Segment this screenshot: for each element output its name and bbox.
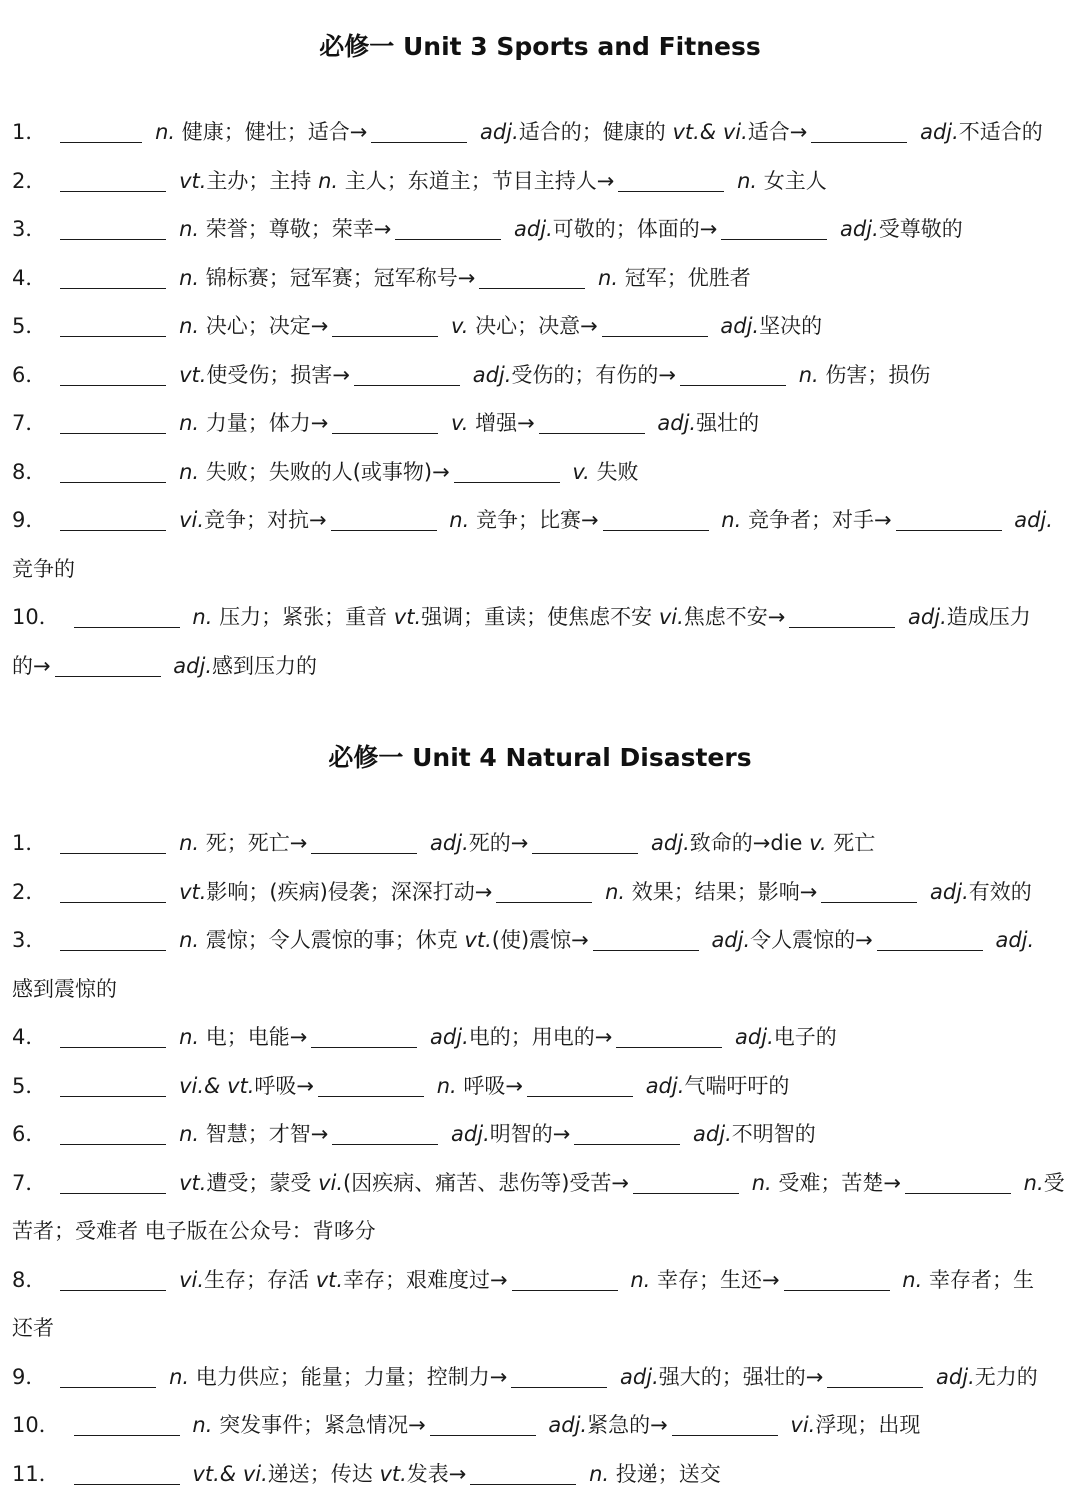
definition-text: 遭受；蒙受 — [206, 1171, 318, 1195]
vocab-line — [12, 205, 1072, 254]
section-title-unit3: 必修一 Unit 3 Sports and Fitness — [0, 30, 1080, 64]
definition-text: 造成压力 — [947, 605, 1031, 629]
item-number: 11． — [12, 1450, 60, 1498]
part-of-speech: vt.& — [192, 1462, 236, 1486]
definition-text: 致命的→die — [690, 831, 809, 855]
definition-text: 幸存者；生 — [922, 1268, 1034, 1292]
definition-text: 幸存；生还→ — [650, 1268, 779, 1292]
part-of-speech: n. — [318, 169, 338, 193]
answer-blank[interactable] — [60, 409, 166, 434]
vocab-line — [12, 1401, 1072, 1450]
vocab-line — [12, 1013, 1072, 1062]
definition-text: 死亡 — [827, 831, 876, 855]
part-of-speech: vt. — [179, 1171, 206, 1195]
part-of-speech: n. — [192, 605, 212, 629]
definition-text: 焦虑不安→ — [684, 605, 786, 629]
definition-text: 决心；决意→ — [468, 314, 597, 338]
definition-text: 电的；用电的→ — [469, 1025, 613, 1049]
definition-text: 幸存；艰难度过→ — [343, 1268, 508, 1292]
definition-text: 无力的 — [975, 1365, 1038, 1389]
vocab-line — [12, 642, 1072, 691]
answer-blank[interactable] — [593, 926, 699, 951]
vocab-line — [12, 868, 1072, 917]
definition-text: (因疾病、痛苦、悲伤等)受苦→ — [343, 1171, 629, 1195]
definition-text: 电力供应；能量；力量；控制力→ — [189, 1365, 507, 1389]
definition-text: 影响；(疾病)侵袭；深深打动→ — [206, 880, 492, 904]
answer-blank[interactable] — [60, 118, 142, 143]
definition-text: 坚决的 — [759, 314, 822, 338]
vocab-line — [12, 1207, 1072, 1256]
definition-text: 突发事件；紧急情况→ — [212, 1413, 425, 1437]
definition-text: 受尊敬的 — [879, 217, 963, 241]
part-of-speech: n. — [179, 1122, 199, 1146]
definition-text: 锦标赛；冠军赛；冠军称号→ — [199, 266, 475, 290]
definition-text: 生存；存活 — [204, 1268, 316, 1292]
vocab-line — [12, 965, 1072, 1014]
definition-text: 强壮的 — [696, 411, 759, 435]
answer-blank[interactable] — [603, 506, 709, 531]
answer-blank[interactable] — [827, 1363, 923, 1388]
answer-blank[interactable] — [60, 312, 166, 337]
part-of-speech: n. — [902, 1268, 922, 1292]
vocab-line — [12, 108, 1072, 157]
item-number: 7． — [12, 399, 46, 448]
definition-text: 强调；重读；使焦虑不安 — [421, 605, 659, 629]
definition-text: 失败 — [590, 460, 639, 484]
answer-blank[interactable] — [527, 1072, 633, 1097]
definition-text: 令人震惊的→ — [750, 928, 873, 952]
definition-text — [1017, 1171, 1024, 1195]
part-of-speech: n. — [598, 266, 618, 290]
definition-text: 感到震惊的 — [12, 977, 117, 1001]
part-of-speech: n. — [737, 169, 757, 193]
part-of-speech: n. — [179, 411, 199, 435]
vocab-line — [12, 448, 1072, 497]
section-title-unit4: 必修一 Unit 4 Natural Disasters — [0, 741, 1080, 775]
answer-blank[interactable] — [332, 409, 438, 434]
answer-blank[interactable] — [511, 1363, 607, 1388]
vocab-line — [12, 1450, 1072, 1498]
answer-blank[interactable] — [60, 829, 166, 854]
definition-text: 荣誉；尊敬；荣幸→ — [199, 217, 391, 241]
vocab-line — [12, 496, 1072, 545]
item-number: 8． — [12, 448, 46, 497]
definition-text: 投递；送交 — [609, 1462, 721, 1486]
definition-text — [466, 363, 473, 387]
item-number: 1． — [12, 108, 46, 157]
item-number: 2． — [12, 868, 46, 917]
item-number: 4． — [12, 1013, 46, 1062]
part-of-speech: vi. — [179, 1268, 204, 1292]
answer-blank[interactable] — [60, 926, 166, 951]
part-of-speech: n. — [179, 314, 199, 338]
vocab-line — [12, 545, 1072, 594]
vocab-line — [12, 254, 1072, 303]
answer-blank[interactable] — [332, 1120, 438, 1145]
answer-blank[interactable] — [680, 361, 786, 386]
definition-text: 智慧；才智→ — [199, 1122, 328, 1146]
definition-text: 受 — [1044, 1171, 1065, 1195]
definition-text: 受难；苦楚→ — [772, 1171, 901, 1195]
definition-text: 使受伤；损害→ — [206, 363, 350, 387]
answer-blank[interactable] — [74, 1460, 180, 1485]
definition-text: 明智的→ — [490, 1122, 571, 1146]
part-of-speech: v. — [572, 460, 589, 484]
part-of-speech: vi. — [723, 120, 748, 144]
item-number: 5． — [12, 1062, 46, 1111]
answer-blank[interactable] — [60, 1072, 166, 1097]
answer-blank[interactable] — [905, 1169, 1011, 1194]
part-of-speech: n. — [630, 1268, 650, 1292]
answer-blank[interactable] — [395, 215, 501, 240]
answer-blank[interactable] — [877, 926, 983, 951]
part-of-speech: n. — [179, 460, 199, 484]
item-number: 9． — [12, 496, 46, 545]
answer-blank[interactable] — [60, 458, 166, 483]
definition-text: 递送；传达 — [268, 1462, 380, 1486]
answer-blank[interactable] — [721, 215, 827, 240]
part-of-speech: n. — [437, 1074, 457, 1098]
answer-blank[interactable] — [60, 506, 166, 531]
definition-text: 死；死亡→ — [199, 831, 307, 855]
part-of-speech: adj. — [514, 217, 553, 241]
definition-text — [236, 1462, 243, 1486]
part-of-speech: vi.& — [179, 1074, 220, 1098]
vocab-line — [12, 1062, 1072, 1111]
part-of-speech: vt. — [394, 605, 421, 629]
answer-blank[interactable] — [784, 1266, 890, 1291]
definition-text: 呼吸→ — [457, 1074, 523, 1098]
vocab-line — [12, 157, 1072, 206]
part-of-speech: adj. — [995, 928, 1034, 952]
definition-text: 受伤的；有伤的→ — [511, 363, 676, 387]
answer-blank[interactable] — [371, 118, 467, 143]
part-of-speech: n. — [155, 120, 175, 144]
item-number: 3． — [12, 205, 46, 254]
part-of-speech: vt. — [179, 880, 206, 904]
answer-blank[interactable] — [602, 312, 708, 337]
vocab-line — [12, 593, 1072, 642]
part-of-speech: vt. — [227, 1074, 254, 1098]
vocab-line — [12, 1110, 1072, 1159]
answer-blank[interactable] — [318, 1072, 424, 1097]
definition-text: 可敬的；体面的→ — [553, 217, 718, 241]
vocab-line — [12, 302, 1072, 351]
part-of-speech: adj. — [936, 1365, 975, 1389]
definition-text: 死的→ — [469, 831, 529, 855]
part-of-speech: v. — [809, 831, 826, 855]
answer-blank[interactable] — [60, 1120, 166, 1145]
part-of-speech: n. — [169, 1365, 189, 1389]
item-number: 8． — [12, 1256, 46, 1305]
part-of-speech: adj. — [173, 654, 212, 678]
part-of-speech: adj. — [646, 1074, 685, 1098]
definition-text: 适合的；健康的 — [519, 120, 673, 144]
answer-blank[interactable] — [60, 1169, 166, 1194]
part-of-speech: adj. — [548, 1413, 587, 1437]
answer-blank[interactable] — [60, 361, 166, 386]
definition-text: 呼吸→ — [254, 1074, 314, 1098]
answer-blank[interactable] — [789, 603, 895, 628]
answer-blank[interactable] — [496, 878, 592, 903]
definition-text: 冠军；优胜者 — [618, 266, 751, 290]
definition-text: 主人；东道主；节目主持人→ — [338, 169, 614, 193]
answer-blank[interactable] — [616, 1023, 722, 1048]
definition-text: 主办；主持 — [206, 169, 318, 193]
definition-text: 浮现；出现 — [815, 1413, 920, 1437]
part-of-speech: n. — [799, 363, 819, 387]
unit3-vocab-list — [12, 108, 1072, 690]
part-of-speech: adj. — [620, 1365, 659, 1389]
part-of-speech: adj. — [735, 1025, 774, 1049]
answer-blank[interactable] — [821, 878, 917, 903]
item-number: 10． — [12, 1401, 60, 1450]
item-number: 7． — [12, 1159, 46, 1208]
answer-blank[interactable] — [60, 878, 166, 903]
answer-blank[interactable] — [332, 312, 438, 337]
definition-text: 竞争者；对手→ — [741, 508, 891, 532]
answer-blank[interactable] — [60, 167, 166, 192]
definition-text: 气喘吁吁的 — [684, 1074, 789, 1098]
answer-blank[interactable] — [354, 361, 460, 386]
definition-text: 失败；失败的人(或事物)→ — [199, 460, 450, 484]
part-of-speech: v. — [451, 411, 468, 435]
part-of-speech: vi. — [243, 1462, 268, 1486]
definition-text: 感到压力的 — [212, 654, 317, 678]
answer-blank[interactable] — [311, 829, 417, 854]
definition-text: 竞争的 — [12, 557, 75, 581]
answer-blank[interactable] — [311, 1023, 417, 1048]
item-number: 1． — [12, 819, 46, 868]
item-number: 4． — [12, 254, 46, 303]
part-of-speech: n. — [179, 217, 199, 241]
vocab-line — [12, 819, 1072, 868]
part-of-speech: n. — [179, 928, 199, 952]
answer-blank[interactable] — [454, 458, 560, 483]
part-of-speech: adj. — [480, 120, 519, 144]
part-of-speech: vi. — [659, 605, 684, 629]
vocab-line — [12, 1353, 1072, 1402]
part-of-speech: vt. — [464, 928, 491, 952]
part-of-speech: adj. — [651, 831, 690, 855]
part-of-speech: adj. — [930, 880, 969, 904]
definition-text: 竞争；对抗→ — [204, 508, 327, 532]
part-of-speech: n. — [179, 831, 199, 855]
vocab-line — [12, 1304, 1072, 1353]
definition-text — [792, 363, 799, 387]
part-of-speech: adj. — [908, 605, 947, 629]
definition-text — [639, 1074, 646, 1098]
answer-blank[interactable] — [430, 1411, 536, 1436]
answer-blank[interactable] — [60, 215, 166, 240]
answer-blank[interactable] — [74, 1411, 180, 1436]
definition-text: 还者 — [12, 1316, 54, 1340]
definition-text: 苦者；受难者 电子版在公众号：背哆分 — [12, 1219, 376, 1243]
part-of-speech: adj. — [711, 928, 750, 952]
answer-blank[interactable] — [672, 1411, 778, 1436]
part-of-speech: adj. — [473, 363, 512, 387]
part-of-speech: adj. — [693, 1122, 732, 1146]
part-of-speech: vt. — [379, 1462, 406, 1486]
vocab-line — [12, 916, 1072, 965]
vocab-line — [12, 399, 1072, 448]
part-of-speech: n. — [752, 1171, 772, 1195]
definition-text: 发表→ — [407, 1462, 467, 1486]
unit4-vocab-list — [12, 819, 1072, 1498]
part-of-speech: n. — [605, 880, 625, 904]
answer-blank[interactable] — [574, 1120, 680, 1145]
part-of-speech: n. — [449, 508, 469, 532]
vocab-line — [12, 1159, 1072, 1208]
part-of-speech: adj. — [720, 314, 759, 338]
answer-blank[interactable] — [532, 829, 638, 854]
part-of-speech: n. — [192, 1413, 212, 1437]
answer-blank[interactable] — [55, 652, 161, 677]
answer-blank[interactable] — [811, 118, 907, 143]
part-of-speech: adj. — [1014, 508, 1053, 532]
answer-blank[interactable] — [60, 1023, 166, 1048]
part-of-speech: n. — [589, 1462, 609, 1486]
item-number: 9． — [12, 1353, 46, 1402]
part-of-speech: n. — [179, 266, 199, 290]
definition-text: 有效的 — [969, 880, 1032, 904]
definition-text: 女主人 — [757, 169, 827, 193]
definition-text: 的→ — [12, 654, 51, 678]
definition-text: 适合→ — [748, 120, 808, 144]
answer-blank[interactable] — [618, 167, 724, 192]
part-of-speech: adj. — [430, 831, 469, 855]
definition-text: 效果；结果；影响→ — [625, 880, 817, 904]
definition-text: 增强→ — [468, 411, 534, 435]
item-number: 6． — [12, 1110, 46, 1159]
item-number: 2． — [12, 157, 46, 206]
answer-blank[interactable] — [60, 1363, 156, 1388]
definition-text: 压力；紧张；重音 — [212, 605, 393, 629]
definition-text — [716, 120, 723, 144]
part-of-speech: n. — [721, 508, 741, 532]
answer-blank[interactable] — [633, 1169, 739, 1194]
part-of-speech: adj. — [920, 120, 959, 144]
answer-blank[interactable] — [479, 264, 585, 289]
part-of-speech: vi. — [179, 508, 204, 532]
part-of-speech: vt.& — [672, 120, 716, 144]
definition-text: 强大的；强壮的→ — [659, 1365, 824, 1389]
definition-text: 竞争；比赛→ — [469, 508, 598, 532]
definition-text: 不明智的 — [732, 1122, 816, 1146]
part-of-speech: vi. — [790, 1413, 815, 1437]
part-of-speech: n. — [1024, 1171, 1044, 1195]
part-of-speech: adj. — [657, 411, 696, 435]
definition-text: (使)震惊→ — [492, 928, 589, 952]
definition-text: 决心；决定→ — [199, 314, 328, 338]
definition-text: 震惊；令人震惊的事；休克 — [199, 928, 464, 952]
answer-blank[interactable] — [74, 603, 180, 628]
answer-blank[interactable] — [896, 506, 1002, 531]
part-of-speech: adj. — [451, 1122, 490, 1146]
vocab-line — [12, 351, 1072, 400]
part-of-speech: vi. — [318, 1171, 343, 1195]
part-of-speech: vt. — [179, 363, 206, 387]
part-of-speech: vt. — [179, 169, 206, 193]
definition-text: 不适合的 — [959, 120, 1043, 144]
answer-blank[interactable] — [470, 1460, 576, 1485]
definition-text: 力量；体力→ — [199, 411, 328, 435]
definition-text: 紧急的→ — [587, 1413, 668, 1437]
definition-text: 伤害；损伤 — [819, 363, 931, 387]
part-of-speech: adj. — [430, 1025, 469, 1049]
definition-text: 健康；健壮；适合→ — [175, 120, 367, 144]
answer-blank[interactable] — [331, 506, 437, 531]
answer-blank[interactable] — [60, 1266, 166, 1291]
part-of-speech: vt. — [316, 1268, 343, 1292]
item-number: 10． — [12, 593, 60, 642]
definition-text — [745, 1171, 752, 1195]
item-number: 6． — [12, 351, 46, 400]
definition-text: 电；电能→ — [199, 1025, 307, 1049]
part-of-speech: v. — [451, 314, 468, 338]
vocab-line — [12, 1256, 1072, 1305]
part-of-speech: adj. — [840, 217, 879, 241]
item-number: 5． — [12, 302, 46, 351]
answer-blank[interactable] — [539, 409, 645, 434]
part-of-speech: n. — [179, 1025, 199, 1049]
definition-text: 电子的 — [774, 1025, 837, 1049]
answer-blank[interactable] — [512, 1266, 618, 1291]
answer-blank[interactable] — [60, 264, 166, 289]
definition-text — [430, 1074, 437, 1098]
item-number: 3． — [12, 916, 46, 965]
